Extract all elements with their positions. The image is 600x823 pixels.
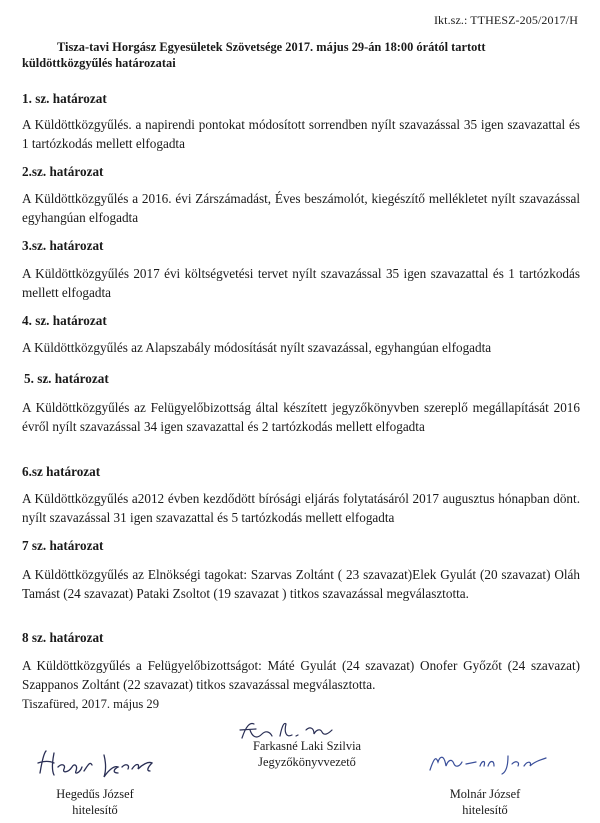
resolution-text-4: A Küldöttközgyűlés az Alapszabály módosítását nyílt szavazással, egyhangúan elfogadta xyxy=(22,340,492,355)
resolution-text-2: A Küldöttközgyűlés a 2016. évi Zárszámadást, Éves beszámolót, kiegészítő mellékletet nyílt szavazással egyhangúan elfogadta xyxy=(22,191,580,225)
left-signatory-role: hitelesítő xyxy=(72,803,118,817)
title-line-2: küldöttközgyűlés határozatai xyxy=(22,56,176,70)
resolution-text-5: A Küldöttközgyűlés az Felügyelőbizottság által készített jegyzőkönyvben szereplő megállapítását 2016 évről nyílt szavazással 34 igen szavazattal és 2 tartózkodás mellett elfogadta xyxy=(22,400,580,434)
resolution-heading-3: 3.sz. határozat xyxy=(22,238,104,253)
document-title xyxy=(22,39,542,71)
resolution-heading-6: 6.sz határozat xyxy=(22,464,101,479)
resolution-text-3: A Küldöttközgyűlés 2017 évi költségvetési tervet nyílt szavazással 35 igen szavazattal és 1 tartózkodás mellett elfogadta xyxy=(22,266,580,300)
reference-number: Ikt.sz.: TTHESZ-205/2017/H xyxy=(433,13,578,27)
right-signature xyxy=(424,748,554,778)
resolution-text-1: A Küldöttközgyűlés. a napirendi pontokat módosított sorrendben nyílt szavazással 35 igen szavazattal és 1 tartózkodás mellett elfogadta xyxy=(22,117,580,151)
place-and-date: Tiszafüred, 2017. május 29 xyxy=(22,697,160,711)
right-signatory-name: Molnár József xyxy=(449,787,521,801)
recorder-signature-block xyxy=(232,738,382,770)
resolution-text-7: A Küldöttközgyűlés az Elnökségi tagokat: Szarvas Zoltánt ( 23 szavazat)Elek Gyulát (20 szavazat) Oláh Tamást (24 szavazat) Pataki Zsoltot (19 szavazat ) titkos szavazással megválasztotta. xyxy=(22,567,580,601)
resolution-text-6: A Küldöttközgyűlés a2012 évben kezdődött bírósági eljárás folytatásáról 2017 augusztus hónapban dönt. nyílt szavazással 31 igen szavazattal és 5 tartózkodás mellett elfogadta xyxy=(22,491,580,525)
right-signatory-role: hitelesítő xyxy=(462,803,508,817)
resolution-heading-7: 7 sz. határozat xyxy=(22,538,104,553)
recorder-name: Farkasné Laki Szilvia xyxy=(252,739,362,753)
resolution-heading-1: 1. sz. határozat xyxy=(22,91,107,106)
right-signature-block xyxy=(410,786,560,818)
recorder-role: Jegyzőkönyvvezető xyxy=(258,755,356,769)
title-line-1: Tisza-tavi Horgász Egyesületek Szövetsége 2017. május 29-án 18:00 órától tartott xyxy=(57,40,486,54)
left-signatory-name: Hegedűs József xyxy=(56,787,134,801)
resolution-text-8: A Küldöttközgyűlés a Felügyelőbizottságot: Máté Gyulát (24 szavazat) Onofer Győzőt (24 szavazat) Szappanos Zoltánt (22 szavazat) titkos szavazással megválasztotta. xyxy=(22,658,580,692)
resolution-heading-5: 5. sz. határozat xyxy=(24,371,109,386)
left-signature-block xyxy=(30,786,160,818)
left-signature xyxy=(34,745,164,781)
resolution-heading-4: 4. sz. határozat xyxy=(22,313,107,328)
resolution-heading-2: 2.sz. határozat xyxy=(22,164,104,179)
resolution-heading-8: 8 sz. határozat xyxy=(22,630,104,645)
